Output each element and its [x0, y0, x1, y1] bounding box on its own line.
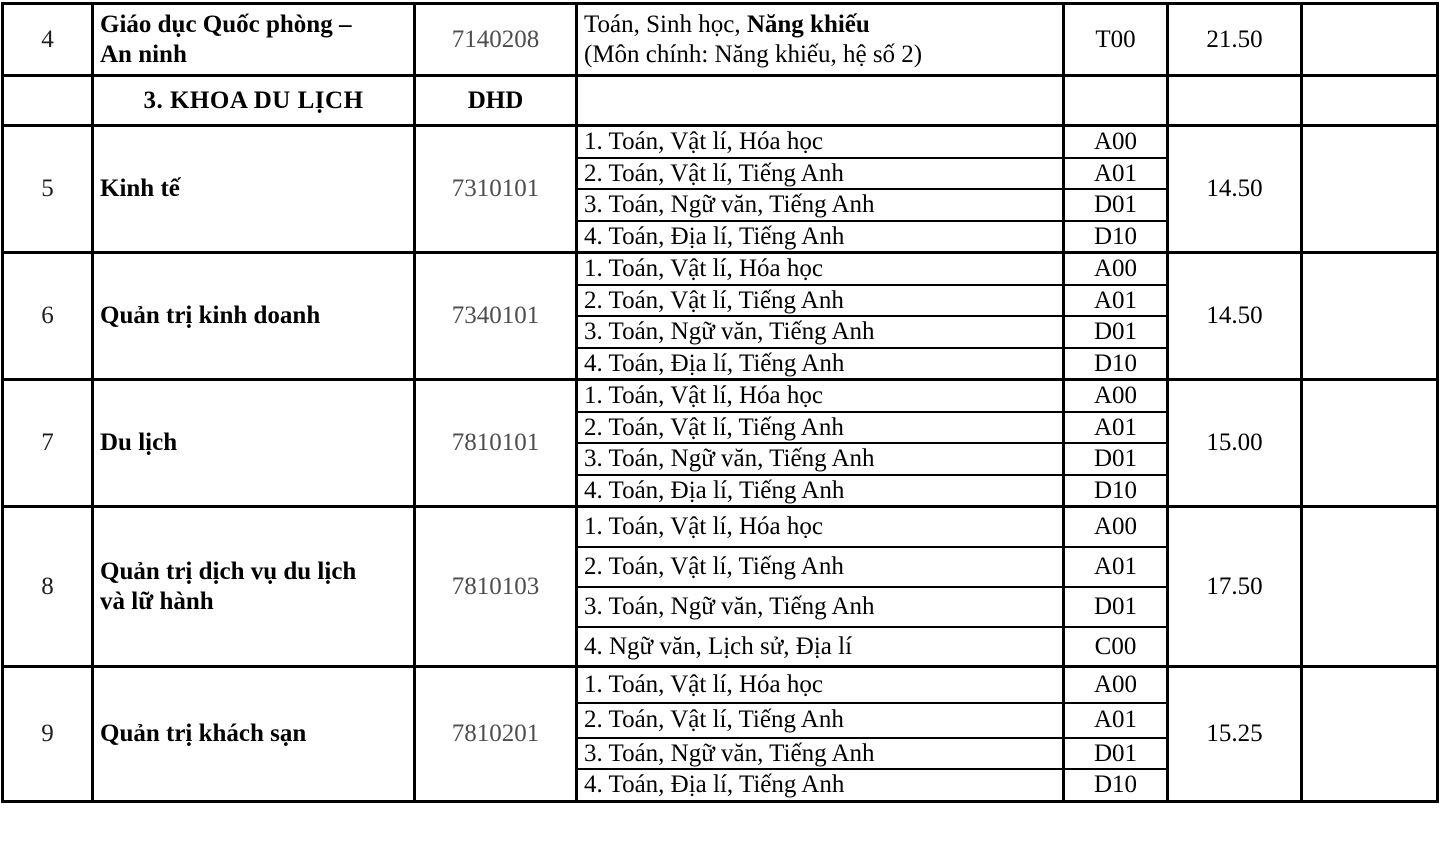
- section-header-row: [3, 76, 1438, 126]
- table-row-9: [3, 667, 1438, 703]
- block-code-cell: C00: [1064, 627, 1168, 667]
- major-name-cell: [93, 126, 415, 253]
- major-code-cell: 7810101: [415, 380, 577, 507]
- score-cell: 15.00: [1168, 380, 1302, 507]
- note-cell: [1302, 507, 1438, 667]
- table-row-5: [3, 126, 1438, 158]
- block-code-cell: D10: [1064, 769, 1168, 801]
- row-number-cell: 6: [3, 253, 93, 380]
- major-name-cell: [93, 4, 415, 76]
- note-cell: [1302, 253, 1438, 380]
- block-code-cell: D10: [1064, 348, 1168, 380]
- table-row-6: [3, 253, 1438, 285]
- major-code-cell: 7140208: [415, 4, 577, 76]
- block-code-cell: T00: [1064, 4, 1168, 76]
- table-row-8: [3, 507, 1438, 547]
- section-code-cell: DHD: [415, 76, 577, 126]
- note-cell: [1302, 4, 1438, 76]
- section-title-cell: 3. KHOA DU LỊCH: [93, 76, 415, 126]
- combo-subjects-bold: Năng khiếu: [746, 11, 870, 38]
- major-code-cell: 7310101: [415, 126, 577, 253]
- major-name-line: Du lịch: [100, 429, 178, 457]
- row-number-cell: [3, 76, 93, 126]
- block-code-cell: A01: [1064, 158, 1168, 190]
- subject-combo-cell: 3. Toán, Ngữ văn, Tiếng Anh: [577, 189, 1064, 221]
- block-code-cell: D01: [1064, 738, 1168, 770]
- score-cell: 17.50: [1168, 507, 1302, 667]
- subject-combo-cell: 1. Toán, Vật lí, Hóa học: [577, 380, 1064, 412]
- subject-combo-cell: 3. Toán, Ngữ văn, Tiếng Anh: [577, 738, 1064, 770]
- major-name-line: Kinh tế: [100, 175, 180, 203]
- block-code-cell: A00: [1064, 667, 1168, 703]
- subject-combo-cell: 3. Toán, Ngữ văn, Tiếng Anh: [577, 443, 1064, 475]
- row-number-cell: 4: [3, 4, 93, 76]
- subject-combo-cell: 4. Toán, Địa lí, Tiếng Anh: [577, 769, 1064, 801]
- major-name-line: Giáo dục Quốc phòng –: [100, 11, 352, 38]
- subject-combo-cell: 1. Toán, Vật lí, Hóa học: [577, 253, 1064, 285]
- table-row-7: [3, 380, 1438, 412]
- block-code-cell: D01: [1064, 316, 1168, 348]
- major-name-line: Quản trị dịch vụ du lịch: [100, 558, 357, 585]
- subject-combo-cell: 1. Toán, Vật lí, Hóa học: [577, 126, 1064, 158]
- admissions-score-table: [1, 2, 1439, 803]
- score-cell: 21.50: [1168, 4, 1302, 76]
- subject-combo-cell: 2. Toán, Vật lí, Tiếng Anh: [577, 285, 1064, 317]
- block-code-cell: A00: [1064, 253, 1168, 285]
- block-code-cell: D01: [1064, 189, 1168, 221]
- block-code-cell: A01: [1064, 703, 1168, 738]
- block-code-cell: A01: [1064, 285, 1168, 317]
- subject-combo-cell: [577, 76, 1064, 126]
- major-name-line: và lữ hành: [100, 587, 214, 615]
- subject-combo-cell: 4. Toán, Địa lí, Tiếng Anh: [577, 221, 1064, 253]
- major-code-cell: 7340101: [415, 253, 577, 380]
- subject-combo-cell: 4. Ngữ văn, Lịch sử, Địa lí: [577, 627, 1064, 667]
- subject-combo-cell: 2. Toán, Vật lí, Tiếng Anh: [577, 158, 1064, 190]
- major-name-cell: [93, 507, 415, 667]
- subject-combo-cell: [577, 4, 1064, 76]
- major-code-cell: 7810103: [415, 507, 577, 667]
- major-code-cell: 7810201: [415, 667, 577, 802]
- block-code-cell: A01: [1064, 412, 1168, 444]
- block-code-cell: D01: [1064, 587, 1168, 627]
- block-code-cell: [1064, 76, 1168, 126]
- combo-subjects: [584, 10, 1056, 40]
- note-cell: [1302, 76, 1438, 126]
- block-code-cell: A00: [1064, 507, 1168, 547]
- block-code-cell: D10: [1064, 475, 1168, 507]
- subject-combo-cell: 4. Toán, Địa lí, Tiếng Anh: [577, 348, 1064, 380]
- block-code-cell: D01: [1064, 443, 1168, 475]
- score-cell: 14.50: [1168, 126, 1302, 253]
- block-code-cell: A01: [1064, 547, 1168, 587]
- row-number-cell: 5: [3, 126, 93, 253]
- combo-note: (Môn chính: Năng khiếu, hệ số 2): [584, 40, 923, 68]
- subject-combo-cell: 1. Toán, Vật lí, Hóa học: [577, 667, 1064, 703]
- subject-combo-cell: 3. Toán, Ngữ văn, Tiếng Anh: [577, 316, 1064, 348]
- table-row-4: [3, 4, 1438, 76]
- score-cell: 15.25: [1168, 667, 1302, 802]
- score-cell: 14.50: [1168, 253, 1302, 380]
- major-name-line: An ninh: [100, 40, 187, 68]
- note-cell: [1302, 667, 1438, 802]
- block-code-cell: A00: [1064, 380, 1168, 412]
- major-name-cell: [93, 253, 415, 380]
- note-cell: [1302, 380, 1438, 507]
- subject-combo-cell: 2. Toán, Vật lí, Tiếng Anh: [577, 412, 1064, 444]
- major-name-cell: [93, 380, 415, 507]
- subject-combo-cell: 2. Toán, Vật lí, Tiếng Anh: [577, 703, 1064, 738]
- subject-combo-cell: 4. Toán, Địa lí, Tiếng Anh: [577, 475, 1064, 507]
- row-number-cell: 8: [3, 507, 93, 667]
- subject-combo-cell: 1. Toán, Vật lí, Hóa học: [577, 507, 1064, 547]
- note-cell: [1302, 126, 1438, 253]
- row-number-cell: 7: [3, 380, 93, 507]
- subject-combo-cell: 2. Toán, Vật lí, Tiếng Anh: [577, 547, 1064, 587]
- major-name-line: Quản trị khách sạn: [100, 720, 307, 747]
- combo-subjects-regular: Toán, Sinh học,: [584, 11, 747, 38]
- subject-combo-cell: 3. Toán, Ngữ văn, Tiếng Anh: [577, 587, 1064, 627]
- major-name-line: Quản trị kinh doanh: [100, 302, 321, 330]
- major-name-cell: [93, 667, 415, 802]
- block-code-cell: A00: [1064, 126, 1168, 158]
- row-number-cell: 9: [3, 667, 93, 802]
- block-code-cell: D10: [1064, 221, 1168, 253]
- score-cell: [1168, 76, 1302, 126]
